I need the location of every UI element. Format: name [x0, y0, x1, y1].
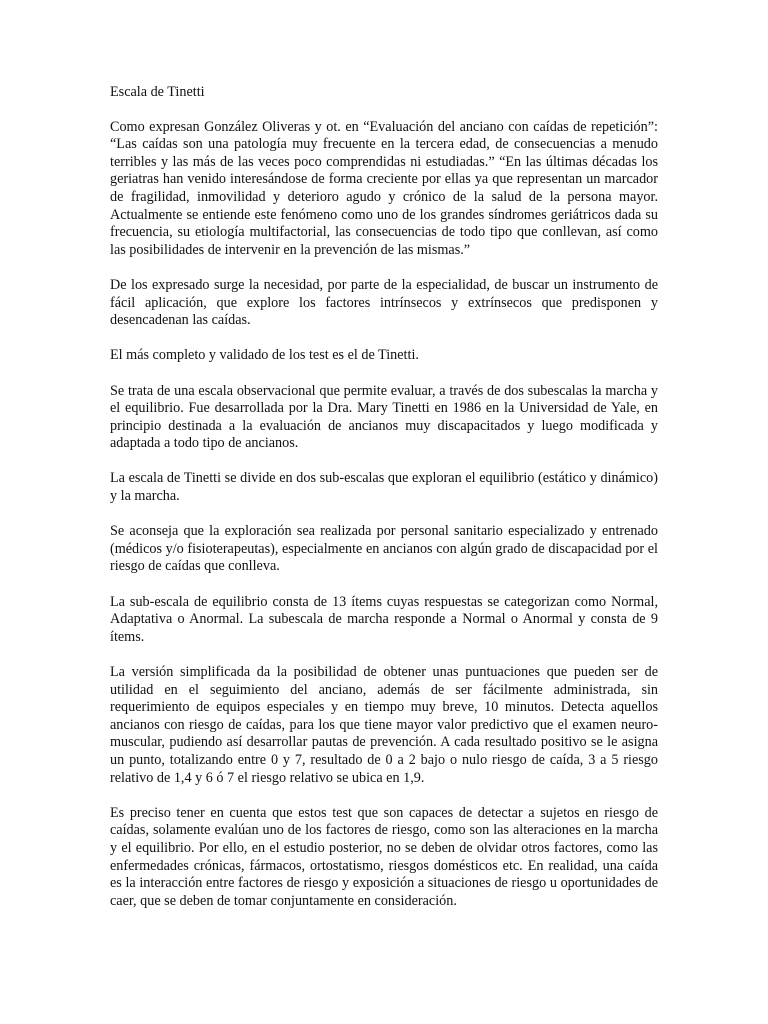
- paragraph-intro-quote: Como expresan González Oliveras y ot. en “Evaluación del anciano con caídas de repetición”: “Las caídas son una patología muy frecuente en la tercera edad, de consecuencias a menudo terribles y las más de las veces poco comprendidas ni estudiadas.” “En las últimas décadas los geriatras han venido interesándose de forma creciente por ellas ya que representan un marcador de fragilidad, inmovilidad y deterioro agudo y crónico de la salud de la persona mayor. Actualmente se entiende este fenómeno como uno de los grandes síndromes geriátricos dada su frecuencia, su etiología multifactorial, las consecuencias de todo tipo que conllevan, así como las posibilidades de intervenir en la prevención de las mismas.”: [110, 118, 658, 258]
- paragraph-need-instrument: De los expresado surge la necesidad, por parte de la especialidad, de buscar un instrumento de fácil aplicación, que explore los factores intrínsecos y extrínsecos que predisponen y desencadenan las caídas.: [110, 276, 658, 329]
- paragraph-balance-items: La sub-escala de equilibrio consta de 13 ítems cuyas respuestas se categorizan como Normal, Adaptativa o Anormal. La subescala de marcha responde a Normal o Anormal y consta de 9 ítems.: [110, 593, 658, 645]
- paragraph-simplified-version: La versión simplificada da la posibilidad de obtener unas puntuaciones que pueden ser de utilidad en el seguimiento del anciano, además de ser fácilmente administrada, sin requerimiento de equipos especiales y en tiempo muy breve, 10 minutos. Detecta aquellos ancianos con riesgo de caídas, para los que tiene mayor valor predictivo que el examen neuro-muscular, pudiendo así desarrollar pautas de prevención. A cada resultado positivo se le asigna un punto, totalizando entre 0 y 7, resultado de 0 a 2 bajo o nulo riesgo de caída, 3 a 5 riesgo relativo de 1,4 y 6 ó 7 el riesgo relativo se ubica en 1,9.: [110, 664, 658, 786]
- paragraph-considerations: Es preciso tener en cuenta que estos test que son capaces de detectar a sujetos en riesgo de caídas, solamente evalúan uno de los factores de riesgo, como son las alteraciones en la marcha y el equilibrio. Por ello, en el estudio posterior, no se deben de olvidar otros factores, como las enfermedades crónicas, fármacos, ortostatismo, riesgos domésticos etc. En realidad, una caída es la interacción entre factores de riesgo y exposición a situaciones de riesgo u oportunidades de caer, que se deben de tomar conjuntamente en consideración.: [110, 804, 658, 909]
- paragraph-subscales: La escala de Tinetti se divide en dos sub-escalas que exploran el equilibrio (estático y dinámico) y la marcha.: [110, 470, 658, 505]
- paragraph-recommendation: Se aconseja que la exploración sea realizada por personal sanitario especializado y entrenado (médicos y/o fisioterapeutas), especialmente en ancianos con algún grado de discapacidad por el riesgo de caídas que conlleva.: [110, 523, 658, 575]
- document-body: [110, 84, 658, 928]
- paragraph-most-complete: El más completo y validado de los test es el de Tinetti.: [110, 347, 419, 364]
- paragraph-observational-scale: Se trata de una escala observacional que permite evaluar, a través de dos subescalas la marcha y el equilibrio. Fue desarrollada por la Dra. Mary Tinetti en 1986 en la Universidad de Yale, en principio destinada a la evaluación de ancianos muy discapacitados y luego modificada y adaptada a todo tipo de ancianos.: [110, 382, 658, 452]
- document-title: Escala de Tinetti: [110, 84, 205, 100]
